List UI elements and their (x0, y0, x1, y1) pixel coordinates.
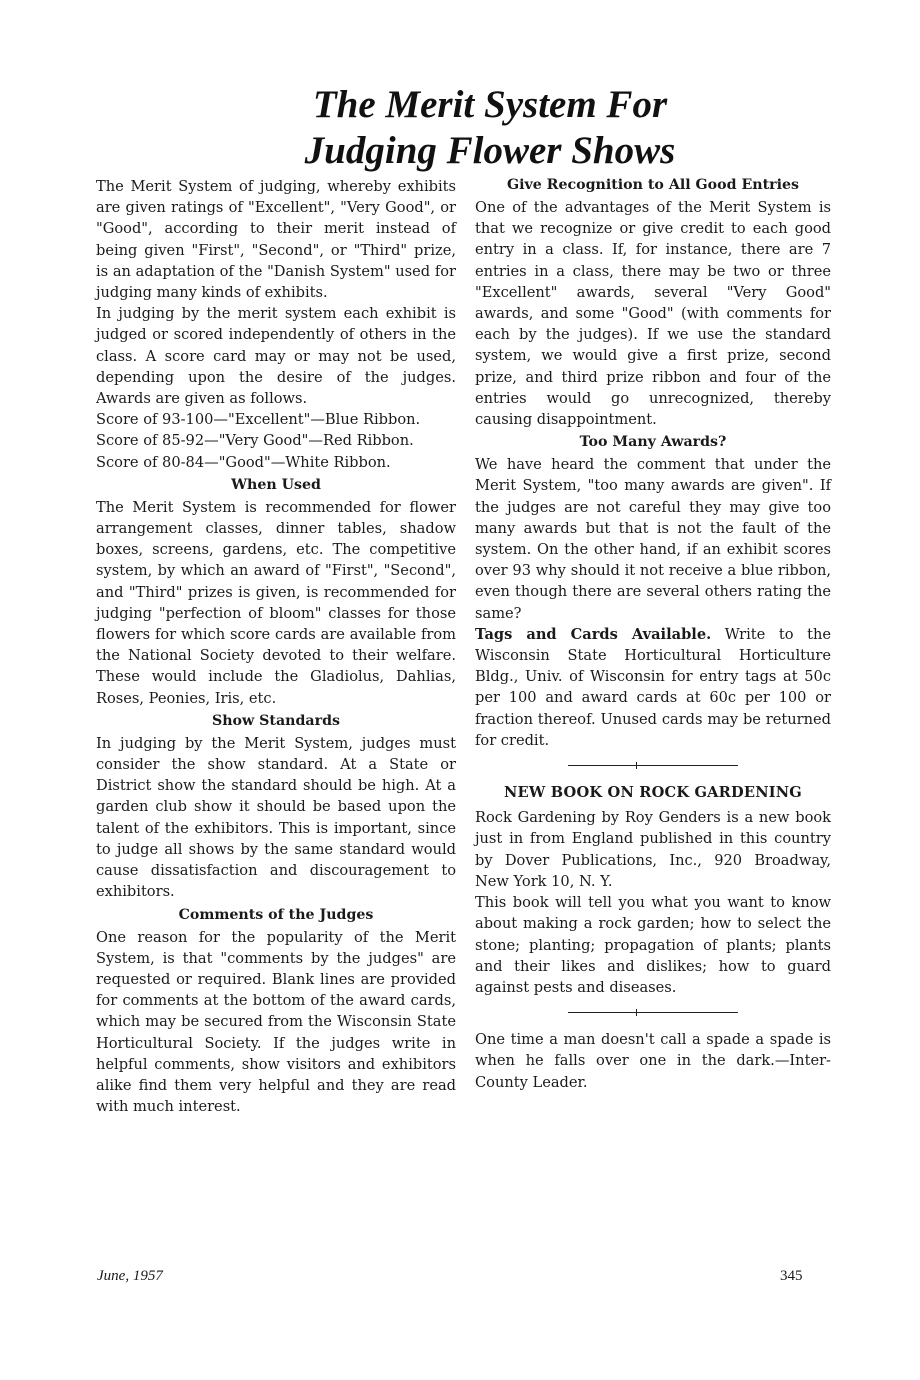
recognition-heading: Give Recognition to All Good Entries (506, 177, 800, 193)
title-line-2: Judging Flower Shows (304, 129, 676, 172)
filler-quote: One time a man doesn't call a spade a spade is when he falls over one in the dark.—Inter-County Leader. (475, 1031, 831, 1091)
tags-paragraph (475, 624, 831, 751)
too-many-heading: Too Many Awards? (579, 434, 727, 451)
intro-paragraph: The Merit System of judging, whereby exhibits are given ratings of "Excellent", "Very Good", or "Good", according to their merit instead of being given "First", "Second", or "Third" prize, is an adaptation of the "Danish System" used for judging many kinds of exhibits. (96, 178, 456, 302)
show-standards-heading: Show Standards (212, 712, 340, 729)
book-heading: NEW BOOK ON ROCK GARDENING (504, 784, 802, 802)
page-number: 345 (780, 1268, 803, 1284)
section-divider (568, 761, 738, 770)
right-column (475, 176, 831, 1093)
recognition-paragraph: One of the advantages of the Merit System is that we recognize or give credit to each good entry in a class. If, for instance, there are 7 entries in a class, there may be two or three "Excellent" awards, several "Very Good" awards, and some "Good" (with comments for each by the judges). If we use the standard system, we would give a first prize, second prize, and third prize ribbon and four of the entries would go unrecognized, thereby causing disappointment. (475, 199, 831, 429)
score-line: Score of 85-92—"Very Good"—Red Ribbon. (96, 432, 414, 450)
comments-paragraph: One reason for the popularity of the Merit System, is that "comments by the judges" are requested or required. Blank lines are provided for comments at the bottom of the award cards, which may be secured from the Wisconsin State Horticultural Society. If the judges write in helpful comments, show visitors and exhibitors alike find them very helpful and they are read with much interest. (96, 928, 456, 1116)
comments-heading: Comments of the Judges (178, 906, 374, 923)
when-used-heading: When Used (231, 476, 321, 493)
issue-date: June, 1957 (97, 1268, 163, 1284)
judging-paragraph: In judging by the merit system each exhibit is judged or scored independently of others in the class. A score card may or may not be used, depending upon the desire of the judges. Awards are given as follows. (96, 305, 456, 408)
book-paragraph-2: This book will tell you what you want to know about making a rock garden; how to select the stone; planting; propagation of plants; plants and their likes and dislikes; how to guard against pests and diseases. (475, 894, 831, 996)
left-column (96, 176, 456, 1117)
score-line: Score of 80-84—"Good"—White Ribbon. (96, 453, 391, 471)
title-line-1: The Merit System For (312, 83, 668, 126)
section-divider (568, 1008, 738, 1017)
score-line: Score of 93-100—"Excellent"—Blue Ribbon. (96, 411, 421, 429)
when-used-paragraph: The Merit System is recommended for flower arrangement classes, dinner tables, shadow boxes, screens, gardens, etc. The competitive system, by which an award of "First", "Second", and "Third" prizes is given, is recommended for judging "perfection of bloom" classes for those flowers for which score cards are available from the National Society devoted to their welfare. These would include the Gladiolus, Dahlias, Roses, Peonies, Iris, etc. (96, 498, 456, 707)
too-many-paragraph: We have heard the comment that under the Merit System, "too many awards are given". If the judges are not careful they may give too many awards but that is not the fault of the system. On the other hand, if an exhibit scores over 93 why should it not receive a blue ribbon, even though there are several others rating the same? (475, 456, 831, 622)
book-paragraph-1: Rock Gardening by Roy Genders is a new book just in from England published in this country by Dover Publications, Inc., 920 Broadway, New York 10, N. Y. (475, 809, 831, 890)
tags-lead: Tags and Cards Available. (475, 625, 712, 643)
article-title (230, 82, 750, 174)
tags-text: Write to the Wisconsin State Horticultural Horticulture Bldg., Univ. of Wisconsin for entry tags at 50c per 100 and award cards at 60c per 100 or fraction thereof. Unused cards may be returned for credit. (475, 625, 831, 749)
show-standards-paragraph: In judging by the Merit System, judges must consider the show standard. At a State or District show the standard should be high. At a garden club show it should be based upon the talent of the exhibitors. This is important, since to judge all shows by the same standard would cause dissatisfaction and discouragement to exhibitors. (96, 734, 456, 901)
